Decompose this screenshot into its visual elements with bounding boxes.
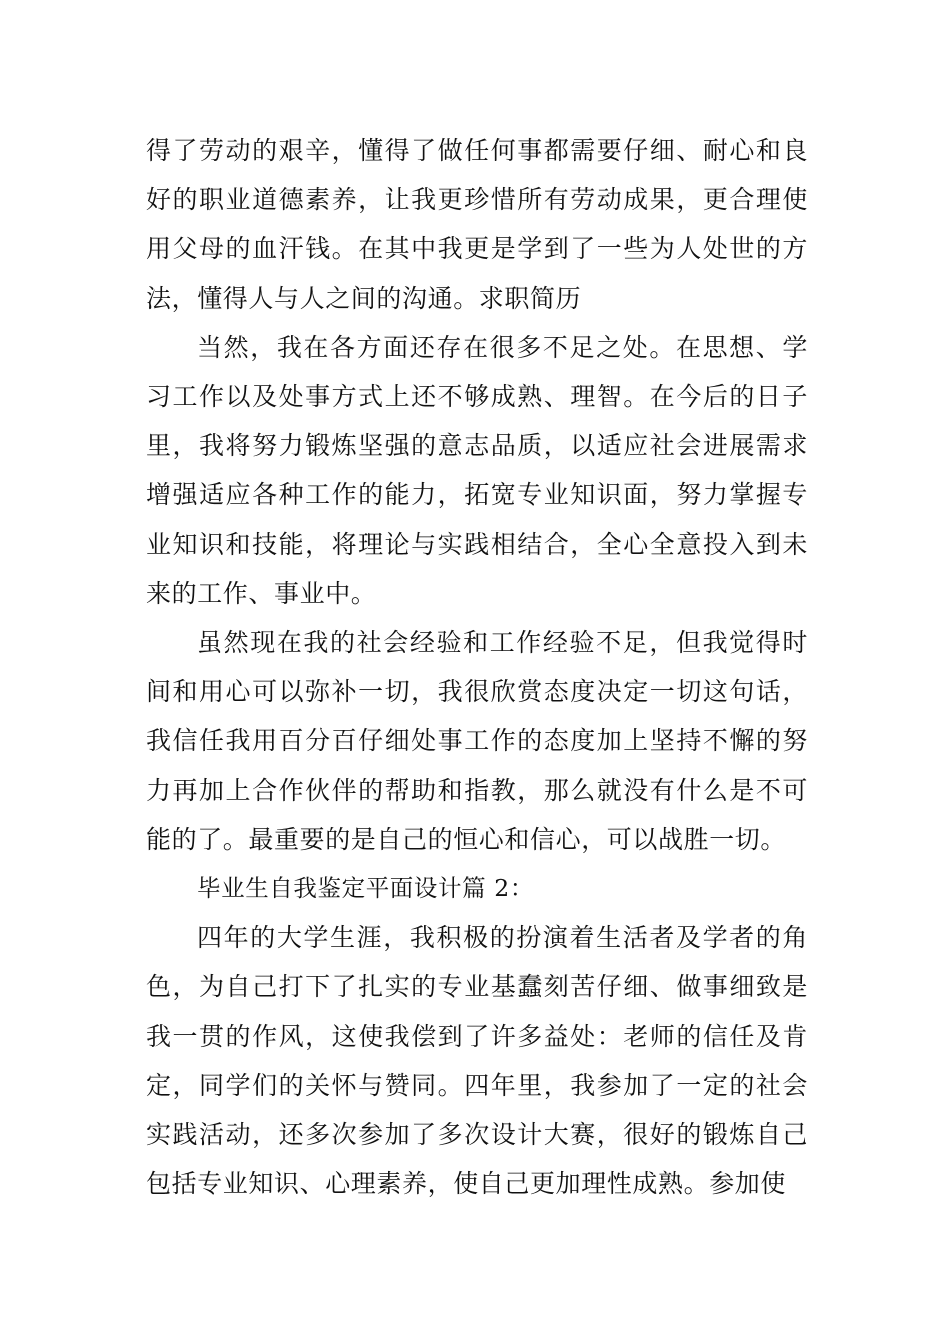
section-heading: 毕业生自我鉴定平面设计篇 2： [197,874,534,903]
paragraph-continuation: 得了劳动的艰辛，懂得了做任何事都需要仔细、耐心和良好的职业道德素养，让我更珍惜所有劳动成果，更合理使用父母的血汗钱。在其中我更是学到了一些为人处世的方法，懂得人与人之间的沟通。求职简历 [146,136,808,313]
document-body [146,126,808,1208]
paragraph-four-years: 四年的大学生涯，我积极的扮演着生活者及学者的角色，为自己打下了扎实的专业基蠢刻苦仔细、做事细致是我一贯的作风，这使我偿到了许多益处：老师的信任及肯定，同学们的关怀与赞同。四年里，我参加了一定的社会实践活动，还多次参加了多次设计大赛，很好的锻炼自己包括专业知识、心理素养，使自己更加理性成熟。参加使 [146,923,808,1199]
paragraph-shortcomings: 当然，我在各方面还存在很多不足之处。在思想、学习工作以及处事方式上还不够成熟、理智。在今后的日子里，我将努力锻炼坚强的意志品质，以适应社会进展需求增强适应各种工作的能力，拓宽专业知识面，努力掌握专业知识和技能，将理论与实践相结合，全心全意投入到未来的工作、事业中。 [146,332,808,608]
paragraph-confidence: 虽然现在我的社会经验和工作经验不足，但我觉得时间和用心可以弥补一切，我很欣赏态度决定一切这句话，我信任我用百分百仔细处事工作的态度加上坚持不懈的努力再加上合作伙伴的帮助和指教，那么就没有什么是不可能的了。最重要的是自己的恒心和信心，可以战胜一切。 [146,628,808,854]
